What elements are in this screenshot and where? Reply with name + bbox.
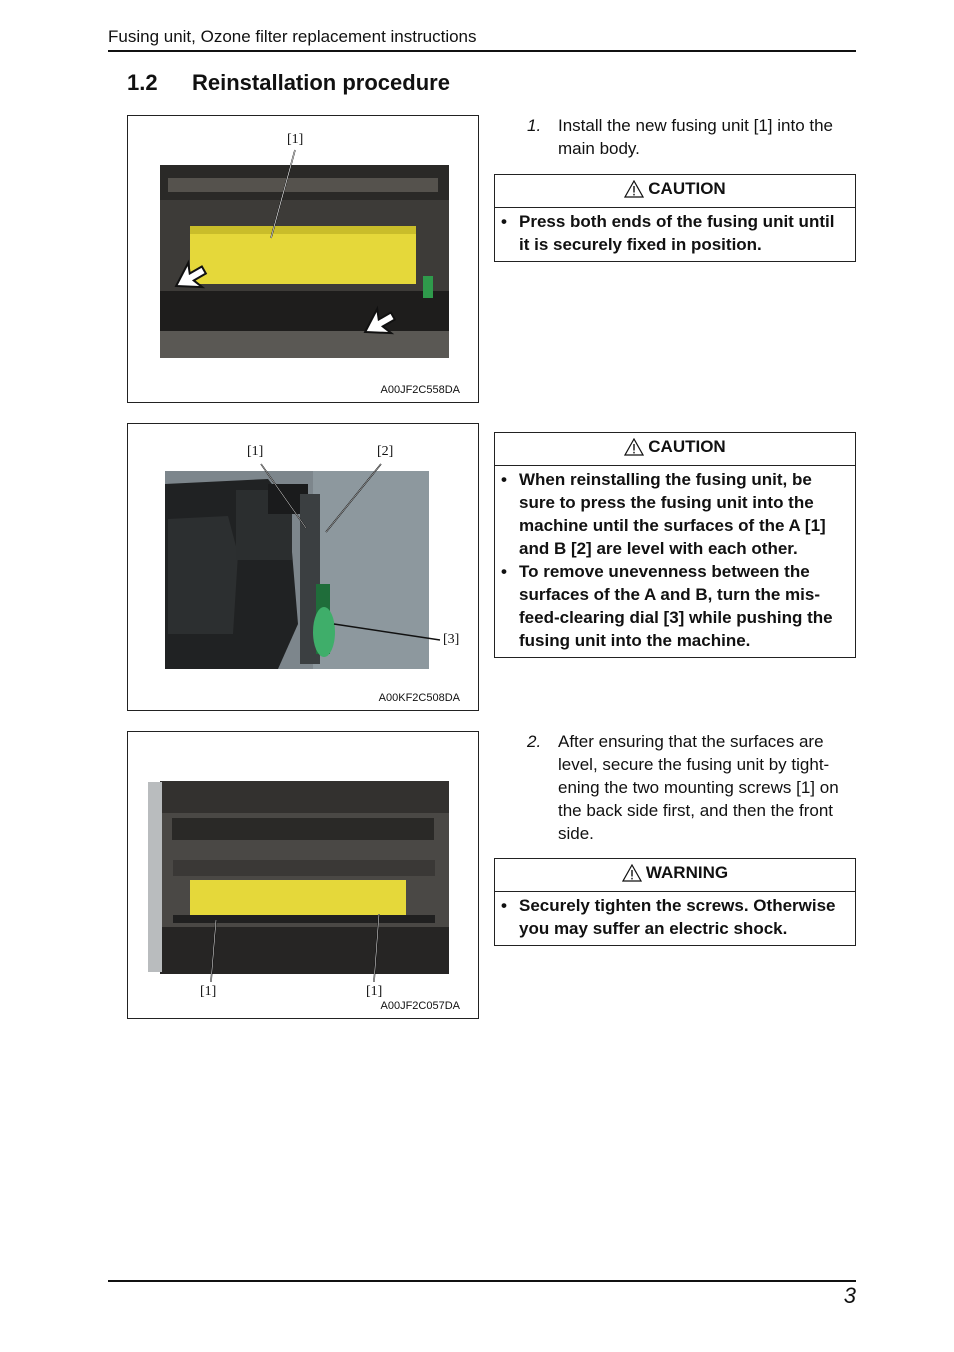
- callout-label: [1]: [287, 132, 304, 147]
- step-1: [527, 114, 857, 160]
- callout-label: [1]: [366, 984, 383, 999]
- page-number: 3: [843, 1283, 856, 1308]
- notice-item: • Securely tighten the screws. Otherwise you may suffer an electric shock.: [499, 894, 849, 940]
- figure-3-photo: [128, 732, 480, 1020]
- section-title: Reinstallation procedure: [192, 70, 450, 95]
- section-heading: [127, 70, 450, 96]
- caution-box-2: [494, 432, 856, 658]
- warning-triangle-icon: [624, 438, 644, 456]
- figure-code: A00KF2C508DA: [378, 692, 460, 704]
- figure-2: [127, 423, 479, 711]
- step-number: 1.: [527, 116, 542, 135]
- notice-type: CAUTION: [648, 179, 726, 198]
- step-2: [527, 730, 857, 845]
- notice-heading: [495, 859, 855, 892]
- section-number: 1.2: [127, 70, 158, 95]
- caution-box-1: [494, 174, 856, 262]
- figure-code: A00JF2C057DA: [380, 1000, 460, 1012]
- notice-item: • To remove unevenness between the surfaces of the A and B, turn the mis-feed-clearing dial [3] while pushing the fusing unit into the machine.: [499, 560, 849, 652]
- notice-type: CAUTION: [648, 437, 726, 456]
- notice-heading: [495, 175, 855, 208]
- warning-box: [494, 858, 856, 946]
- callout-label: [3]: [443, 632, 460, 647]
- warning-triangle-icon: [624, 180, 644, 198]
- running-header: Fusing unit, Ozone filter replacement instructions: [108, 27, 477, 46]
- callout-label: [2]: [377, 444, 394, 459]
- step-text: Install the new fusing unit [1] into the main body.: [558, 116, 834, 158]
- step-number: 2.: [527, 732, 542, 751]
- figure-1-photo: [128, 116, 480, 404]
- footer-rule: [108, 1280, 856, 1282]
- figure-1: [127, 115, 479, 403]
- header-rule: [108, 50, 856, 52]
- notice-item: • Press both ends of the fusing unit until it is securely fixed in position.: [499, 210, 849, 256]
- notice-type: WARNING: [645, 863, 729, 882]
- notice-item: • When reinstalling the fusing unit, be sure to press the fusing unit into the machine until the surfaces of the A [1] and B [2] are level with each other.: [499, 468, 849, 560]
- notice-heading: [495, 433, 855, 466]
- callout-label: [1]: [200, 984, 217, 999]
- warning-triangle-icon: [622, 864, 642, 882]
- figure-code: A00JF2C558DA: [380, 384, 460, 396]
- callout-label: [1]: [247, 444, 264, 459]
- step-text: After ensuring that the surfaces are level, secure the fusing unit by tight-ening the two mounting screws [1] on the back side first, and then the front side.: [558, 732, 839, 843]
- figure-2-photo: [128, 424, 480, 712]
- figure-3: [127, 731, 479, 1019]
